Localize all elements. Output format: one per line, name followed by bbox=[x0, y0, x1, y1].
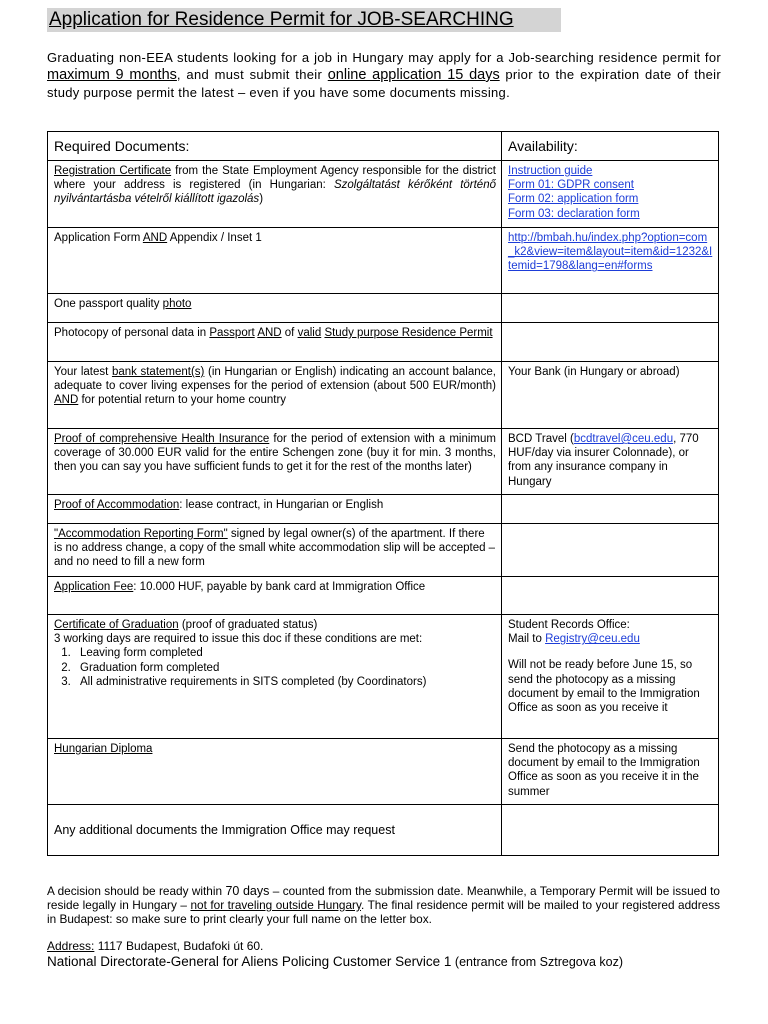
table-row bbox=[48, 495, 719, 524]
max-duration: maximum 9 months bbox=[47, 67, 177, 83]
list-item: 1. Leaving form completed bbox=[74, 646, 496, 660]
table-row bbox=[48, 228, 719, 294]
doc-photo: One passport quality photo bbox=[48, 294, 502, 323]
link-form-01[interactable]: Form 01: GDPR consent bbox=[508, 179, 634, 192]
table-row bbox=[48, 739, 719, 805]
table-row bbox=[48, 577, 719, 615]
availability-cell bbox=[502, 323, 719, 362]
intro-text: , and must submit their bbox=[176, 67, 323, 82]
availability-cell bbox=[502, 294, 719, 323]
bcd-email-link[interactable]: bcdtravel@ceu.edu bbox=[573, 433, 674, 445]
availability-cell bbox=[502, 577, 719, 615]
doc-registration-certificate: Registration Certificate from the State Employment Agency responsible for the district where your address is registered (in Hungarian: Szolgáltatást kérőként történő nyilvántartásba vételről kiállított igazolás) bbox=[48, 161, 502, 228]
conditions-list bbox=[54, 646, 496, 689]
table-header-row bbox=[48, 132, 719, 161]
table-row bbox=[48, 161, 719, 228]
decision-note: A decision should be ready within 70 days – counted from the submission date. Meanwhile, a Temporary Permit will be issued to reside legally in Hungary – not for traveling outside Hungary. The final residence permit will be mailed to your registered address in Budapest: so make sure to print clearly your full name on the letter box. bbox=[47, 884, 721, 926]
table-row bbox=[48, 323, 719, 362]
availability-cell: Your Bank (in Hungary or abroad) bbox=[502, 362, 719, 429]
availability-cell: Student Records Office: Mail to Registry@ceu.edu Will not be ready before June 15, so send the photocopy as a missing document by email to the Immigration Office as soon as you receive it bbox=[502, 615, 719, 739]
doc-accommodation-proof: Proof of Accommodation: lease contract, in Hungarian or English bbox=[48, 495, 502, 524]
doc-health-insurance: Proof of comprehensive Health Insurance for the period of extension with a minimum coverage of 30.000 EUR valid for the entire Schengen zone (buy it for min. 3 months, then you can say you have sufficient funds to get it for the rest of the months later) bbox=[48, 429, 502, 495]
doc-additional: Any additional documents the Immigration Office may request bbox=[48, 805, 502, 856]
table-row bbox=[48, 294, 719, 323]
address-line: Address: 1117 Budapest, Budafoki út 60. bbox=[47, 939, 264, 953]
availability-cell bbox=[502, 228, 719, 294]
doc-passport-copy: Photocopy of personal data in Passport AND of valid Study purpose Residence Permit bbox=[48, 323, 502, 362]
doc-application-fee: Application Fee: 10.000 HUF, payable by bank card at Immigration Office bbox=[48, 577, 502, 615]
link-form-03[interactable]: Form 03: declaration form bbox=[508, 207, 640, 220]
link-instruction-guide[interactable]: Instruction guide bbox=[508, 165, 593, 177]
intro-paragraph bbox=[47, 49, 721, 101]
required-documents-table bbox=[47, 131, 719, 856]
availability-cell bbox=[502, 495, 719, 524]
list-item: 3. All administrative requirements in SITS completed (by Coordinators) bbox=[74, 675, 496, 689]
page-title: Application for Residence Permit for JOB-SEARCHING bbox=[47, 8, 561, 32]
availability-cell bbox=[502, 805, 719, 856]
intro-text: Graduating non-EEA students looking for a job in Hungary may apply for a Job-searching residence permit for bbox=[47, 50, 721, 65]
intro-text: prior to the expiration date of their study purpose permit the latest – even if you have some documents missing. bbox=[47, 67, 722, 100]
table-row bbox=[48, 429, 719, 495]
doc-accommodation-reporting-form: "Accommodation Reporting Form" signed by legal owner(s) of the apartment. If there is no address change, a copy of the small white accommodation slip will be accepted – and no need to fill a new form bbox=[48, 524, 502, 577]
doc-hungarian-diploma: Hungarian Diploma bbox=[48, 739, 502, 805]
availability-links bbox=[502, 161, 719, 228]
link-bmbah-forms[interactable]: http://bmbah.hu/index.php?option=com_k2&view=item&layout=item&id=1232&Itemid=1798&lang=en#forms bbox=[508, 232, 713, 273]
table-row bbox=[48, 615, 719, 739]
header-availability: Availability: bbox=[502, 132, 719, 161]
table-row bbox=[48, 524, 719, 577]
table-row bbox=[48, 362, 719, 429]
list-item: 2. Graduation form completed bbox=[74, 661, 496, 675]
doc-bank-statement: Your latest bank statement(s) (in Hungarian or English) indicating an account balance, adequate to cover living expenses for the period of extension (about 500 EUR/month) AND for potential return to your home country bbox=[48, 362, 502, 429]
link-form-02[interactable]: Form 02: application form bbox=[508, 193, 639, 206]
doc-certificate-of-graduation: Certificate of Graduation (proof of graduated status) 3 working days are required to issue this doc if these conditions are met: 1. Leaving form completed 2. Graduation form completed 3. All administrative requirements in SITS completed (by Coordinators) bbox=[48, 615, 502, 739]
doc-application-form: Application Form AND Appendix / Inset 1 bbox=[48, 228, 502, 294]
header-documents: Required Documents: bbox=[48, 132, 502, 161]
application-deadline: online application 15 days bbox=[327, 67, 500, 83]
availability-cell: Send the photocopy as a missing document by email to the Immigration Office as soon as you receive it in the summer bbox=[502, 739, 719, 805]
office-name: National Directorate-General for Aliens Policing Customer Service 1 (entrance from Sztregova koz) bbox=[47, 954, 624, 969]
availability-cell: BCD Travel (bcdtravel@ceu.edu, 770 HUF/day via insurer Colonnade), or from any insurance company in Hungary bbox=[502, 429, 719, 495]
availability-cell bbox=[502, 524, 719, 577]
registry-email-link[interactable]: Registry@ceu.edu bbox=[545, 633, 640, 646]
table-row bbox=[48, 805, 719, 856]
